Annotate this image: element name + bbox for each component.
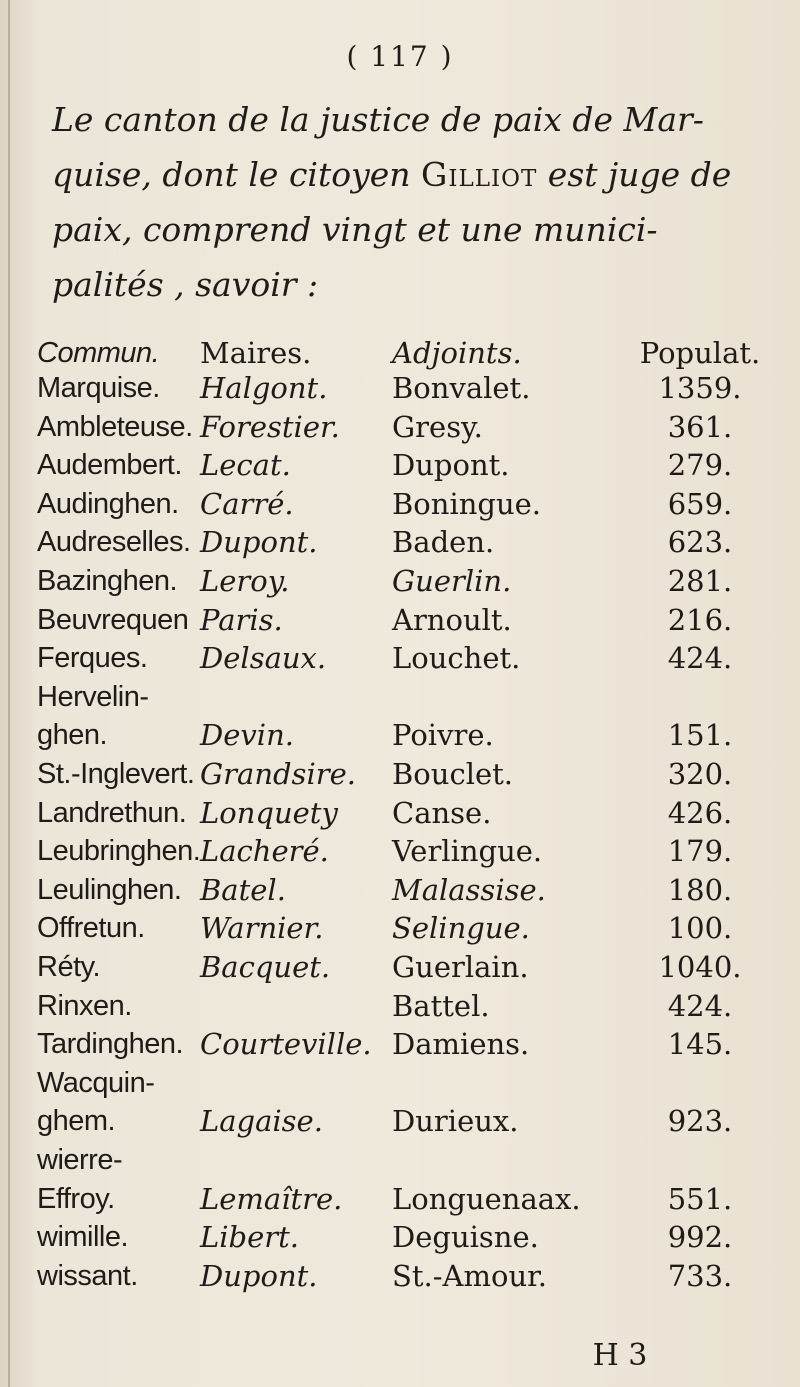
population-cell: 179. <box>667 834 733 868</box>
adjoint-cell: Deguisne. <box>392 1220 539 1254</box>
commune-cell: Leulinghen. <box>37 874 182 906</box>
adjoint-cell: Guerlin. <box>392 564 512 598</box>
population-cell: 180. <box>667 873 733 907</box>
header-population: Populat. <box>639 336 761 370</box>
population-cell: 100. <box>667 911 733 945</box>
table-row <box>0 561 800 605</box>
maire-cell: Delsaux. <box>200 641 327 675</box>
population-cell: 361. <box>667 410 733 444</box>
commune-cell: Audembert. <box>37 449 182 481</box>
table-row <box>0 947 800 991</box>
maire-cell: Bacquet. <box>200 950 331 984</box>
maire-cell: Dupont. <box>200 1259 318 1293</box>
commune-cell: Leubringhen. <box>37 835 201 867</box>
adjoint-cell: St.-Amour. <box>392 1259 548 1293</box>
commune-cell: Offretun. <box>37 912 145 944</box>
table-row <box>0 368 800 412</box>
header-adjoint: Adjoints. <box>392 336 522 370</box>
maire-cell: Grandsire. <box>200 757 356 791</box>
commune-cell: Rinxen. <box>37 990 132 1022</box>
population-cell: 424. <box>667 989 733 1023</box>
population-cell: 1359. <box>658 371 742 405</box>
intro-text: palités , savoir : <box>52 265 319 304</box>
maire-cell: Libert. <box>200 1220 299 1254</box>
table-row <box>0 754 800 798</box>
maire-cell: Leroy. <box>200 564 290 598</box>
population-cell: 923. <box>667 1104 733 1138</box>
commune-cell: Effroy. <box>37 1183 115 1215</box>
maire-cell: Lagaise. <box>200 1104 323 1138</box>
intro-text: Le canton de la justice de paix de Mar- <box>52 100 704 139</box>
population-cell: 424. <box>667 641 733 675</box>
table-row <box>0 445 800 489</box>
population-cell: 623. <box>667 525 733 559</box>
adjoint-cell: Verlingue. <box>392 834 543 868</box>
population-cell: 659. <box>667 487 733 521</box>
table-row <box>0 1140 800 1184</box>
commune-cell: Hervelin- <box>37 681 149 713</box>
adjoint-cell: Dupont. <box>392 448 510 482</box>
maire-cell: Halgont. <box>200 371 328 405</box>
maire-cell: Batel. <box>200 873 286 907</box>
adjoint-cell: Damiens. <box>392 1027 530 1061</box>
intro-text: quise, dont le citoyen <box>52 155 422 194</box>
commune-cell: Bazinghen. <box>37 565 178 597</box>
adjoint-cell: Bouclet. <box>392 757 513 791</box>
commune-cell: wimille. <box>37 1221 129 1253</box>
table-row <box>0 908 800 952</box>
maire-cell: Carré. <box>200 487 294 521</box>
population-cell: 1040. <box>658 950 742 984</box>
header-commune: Commun. <box>37 337 160 369</box>
adjoint-cell: Louchet. <box>392 641 521 675</box>
adjoint-cell: Longuenaax. <box>392 1182 581 1216</box>
commune-cell: wissant. <box>37 1260 138 1292</box>
adjoint-cell: Malassise. <box>392 873 546 907</box>
table-row <box>0 715 800 759</box>
adjoint-cell: Guerlain. <box>392 950 529 984</box>
commune-cell: Ferques. <box>37 642 148 674</box>
table-row <box>0 1217 800 1261</box>
maire-cell: Paris. <box>200 603 283 637</box>
population-cell: 151. <box>667 718 733 752</box>
table-row <box>0 638 800 682</box>
adjoint-cell: Baden. <box>392 525 495 559</box>
adjoint-cell: Selingue. <box>392 911 530 945</box>
commune-cell: wierre- <box>37 1144 123 1176</box>
maire-cell: Warnier. <box>200 911 324 945</box>
population-cell: 992. <box>667 1220 733 1254</box>
adjoint-cell: Poivre. <box>392 718 494 752</box>
commune-cell: ghen. <box>37 719 108 751</box>
commune-cell: Audinghen. <box>37 488 179 520</box>
maire-cell: Lemaître. <box>200 1182 343 1216</box>
maire-cell: Forestier. <box>200 410 340 444</box>
adjoint-cell: Gresy. <box>392 410 483 444</box>
table-row <box>0 1024 800 1068</box>
commune-cell: Réty. <box>37 951 101 983</box>
population-cell: 426. <box>667 796 733 830</box>
maire-cell: Lecat. <box>200 448 291 482</box>
population-cell: 216. <box>667 603 733 637</box>
commune-cell: ghem. <box>37 1105 116 1137</box>
population-cell: 551. <box>667 1182 733 1216</box>
intro-text: est juge de <box>537 155 732 194</box>
signature-mark: H 3 <box>592 1338 648 1373</box>
population-cell: 281. <box>667 564 733 598</box>
maire-cell: Devin. <box>200 718 294 752</box>
page-number: ( 117 ) <box>346 40 454 73</box>
adjoint-cell: Canse. <box>392 796 492 830</box>
maire-cell: Lonquety <box>200 796 338 830</box>
commune-cell: Beuvrequen <box>37 604 189 636</box>
maire-cell: Lacheré. <box>200 834 329 868</box>
table-row <box>0 1256 800 1300</box>
commune-cell: Marquise. <box>37 372 160 404</box>
maire-cell: Dupont. <box>200 525 318 559</box>
population-cell: 279. <box>667 448 733 482</box>
intro-text: paix, comprend vingt et une munici- <box>52 210 658 249</box>
adjoint-cell: Bonvalet. <box>392 371 531 405</box>
population-cell: 320. <box>667 757 733 791</box>
population-cell: 145. <box>667 1027 733 1061</box>
adjoint-cell: Battel. <box>392 989 490 1023</box>
judge-name: Gilliot <box>421 155 538 194</box>
commune-cell: Ambleteuse. <box>37 411 193 443</box>
population-cell: 733. <box>667 1259 733 1293</box>
table-row <box>0 831 800 875</box>
commune-cell: St.-Inglevert. <box>37 758 195 790</box>
commune-cell: Audreselles. <box>37 526 191 558</box>
table-row <box>0 1101 800 1145</box>
table-row <box>0 522 800 566</box>
commune-cell: Landrethun. <box>37 797 187 829</box>
header-maire: Maires. <box>200 336 312 370</box>
maire-cell: Courteville. <box>200 1027 372 1061</box>
adjoint-cell: Boningue. <box>392 487 542 521</box>
adjoint-cell: Durieux. <box>392 1104 519 1138</box>
adjoint-cell: Arnoult. <box>392 603 512 637</box>
commune-cell: Wacquin- <box>37 1067 155 1099</box>
commune-cell: Tardinghen. <box>37 1028 184 1060</box>
